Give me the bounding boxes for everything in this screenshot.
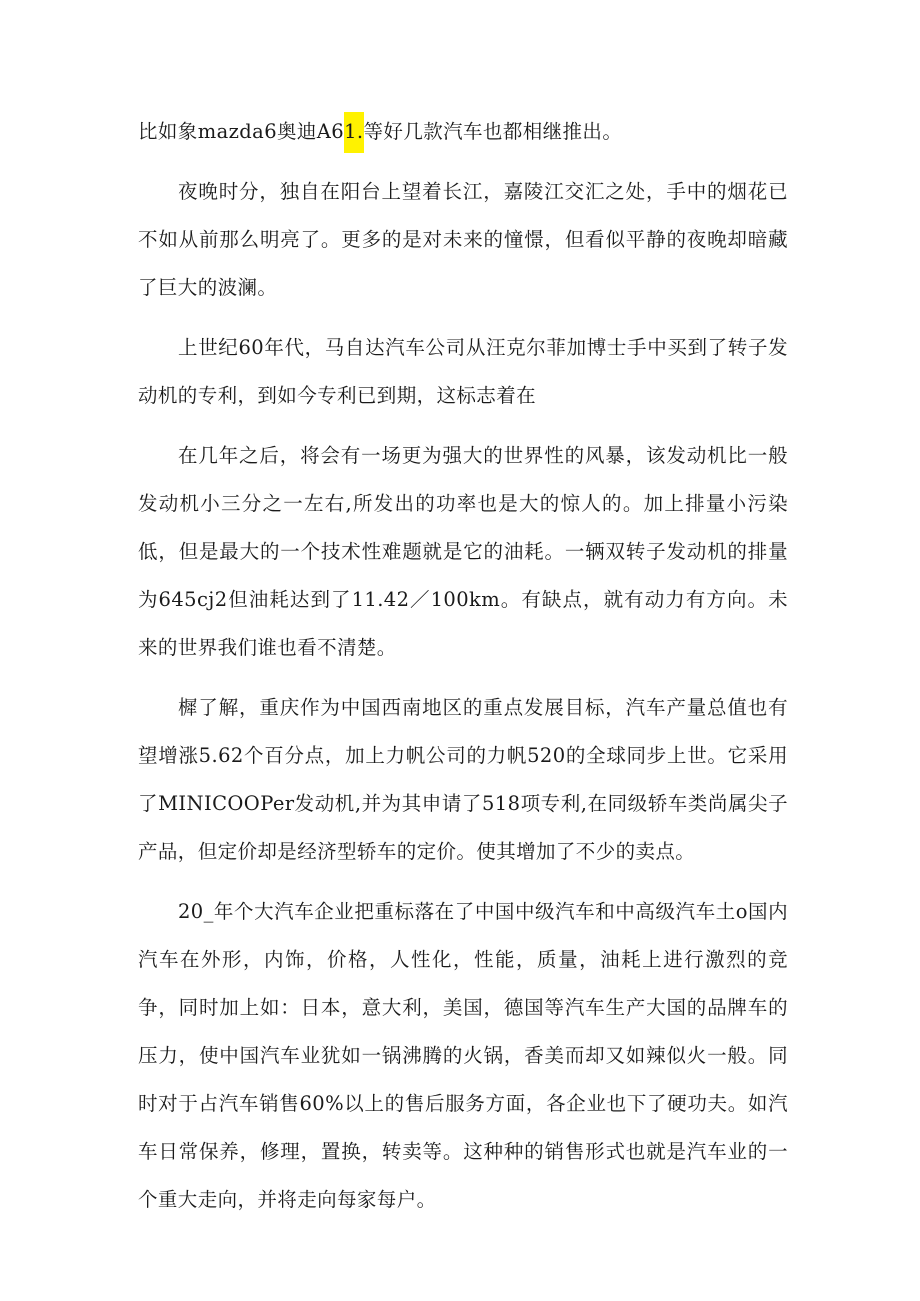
paragraph-1-text-before: 比如象mazda6奥迪A6 [138, 120, 345, 143]
paragraph-1 [138, 108, 788, 156]
paragraph-1-text-after: 等好几款汽车也都相继推出。 [363, 120, 623, 143]
paragraph-2: 夜晚时分，独自在阳台上望着长江，嘉陵江交汇之处，手中的烟花已不如从前那么明亮了。更多的是对未来的憧憬，但看似平静的夜晚却暗藏了巨大的波澜。 [138, 180, 788, 299]
paragraph-4: 在几年之后，将会有一场更为强大的世界性的风暴，该发动机比一般发动机小三分之一左右,所发出的功率也是大的惊人的。加上排量小污染低，但是最大的一个技术性难题就是它的油耗。一辆双转子发动机的排量为645cj2但油耗达到了11.42／100km。有缺点，就有动力有方向。未来的世界我们谁也看不清楚。 [138, 444, 788, 659]
document-body [138, 108, 788, 1224]
paragraph-3: 上世纪60年代，马自达汽车公司从汪克尔菲加博士手中买到了转子发动机的专利，到如今专利已到期，这标志着在 [138, 336, 788, 407]
paragraph-6: 20_年个大汽车企业把重标落在了中国中级汽车和中高级汽车土o国内汽车在外形，内饰，价格，人性化，性能，质量，油耗上进行激烈的竞争，同时加上如：日本，意大利，美国，德国等汽车生产大国的品牌车的压力，使中国汽车业犹如一锅沸腾的火锅，香美而却又如辣似火一般。同时对于占汽车销售60%以上的售后服务方面，各企业也下了硬功夫。如汽车日常保养，修理，置换，转卖等。这种种的销售形式也就是汽车业的一个重大走向，并将走向每家每户。 [138, 900, 788, 1211]
paragraph-5: 樨了解，重庆作为中国西南地区的重点发展目标，汽车产量总值也有望增涨5.62个百分点，加上力帆公司的力帆520的全球同步上世。它采用了MINICOOPer发动机,并为其申请了518项专利,在同级轿车类尚属尖子产品，但定价却是经济型轿车的定价。使其增加了不少的卖点。 [138, 696, 788, 863]
highlighted-text: 1. [344, 112, 363, 153]
